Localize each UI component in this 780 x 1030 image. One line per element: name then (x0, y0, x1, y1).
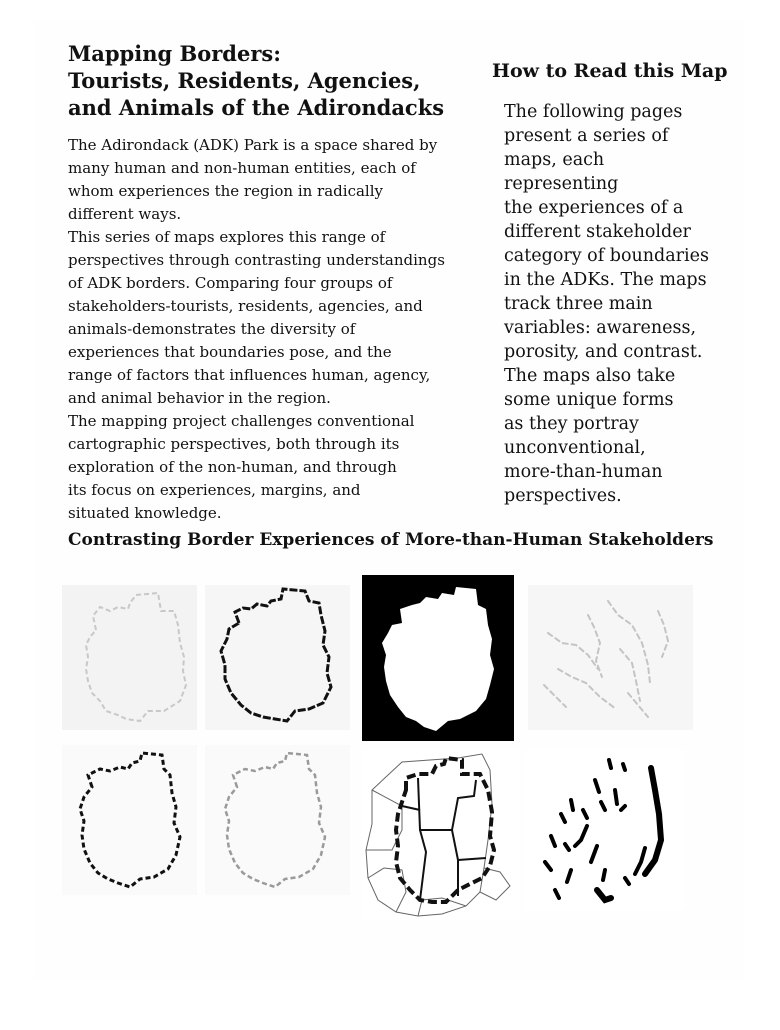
page-title (68, 40, 488, 121)
intro-line: animals-demonstrates the diversity of (68, 320, 356, 338)
gallery-heading: Contrasting Border Experiences of More-than-Human Stakeholders (68, 530, 714, 550)
intro-line: and animal behavior in the region. (68, 389, 331, 407)
intro-paragraph (68, 134, 498, 525)
intro-line: its focus on experiences, margins, and (68, 481, 361, 499)
read-line: the experiences of a (504, 198, 684, 218)
title-line: Mapping Borders: (68, 41, 281, 66)
intro-line: This series of maps explores this range of (68, 228, 386, 246)
intro-line: experiences that boundaries pose, and the (68, 343, 392, 361)
intro-line: different ways. (68, 205, 182, 223)
intro-line: many human and non-human entities, each of (68, 159, 416, 177)
how-to-read-paragraph (504, 100, 744, 508)
read-line: some unique forms (504, 390, 674, 410)
intro-line: whom experiences the region in radically (68, 182, 383, 200)
black-dashed-outline-map (62, 745, 197, 895)
read-line: perspectives. (504, 486, 622, 506)
intro-line: perspectives through contrasting understandings (68, 251, 445, 269)
faint-dashed-outline-map (62, 585, 197, 730)
intro-line: situated knowledge. (68, 504, 222, 522)
read-line: maps, each (504, 150, 605, 170)
read-line: track three main (504, 294, 653, 314)
intro-line: cartographic perspectives, both through its (68, 435, 400, 453)
how-to-read-heading: How to Read this Map (492, 60, 728, 82)
intro-line: The Adirondack (ADK) Park is a space shared by (68, 136, 438, 154)
intro-line: exploration of the non-human, and through (68, 458, 397, 476)
intro-line: of ADK borders. Comparing four groups of (68, 274, 393, 292)
read-line: representing (504, 174, 619, 194)
read-line: variables: awareness, (504, 318, 697, 338)
read-line: The following pages (504, 102, 683, 122)
grey-dashed-outline-map (205, 745, 350, 895)
read-line: porosity, and contrast. (504, 342, 703, 362)
intro-line: The mapping project challenges conventional (68, 412, 415, 430)
inverted-white-shape-map (362, 575, 514, 741)
title-line: and Animals of the Adirondacks (68, 95, 445, 120)
read-line: more-than-human (504, 462, 663, 482)
intro-line: range of factors that influences human, agency, (68, 366, 431, 384)
read-line: as they portray (504, 414, 639, 434)
read-line: The maps also take (504, 366, 676, 386)
read-line: category of boundaries (504, 246, 709, 266)
wildlife-corridors-map (525, 750, 685, 910)
read-line: in the ADKs. The maps (504, 270, 707, 290)
scattered-trails-map (528, 585, 693, 730)
bold-jagged-outline-map (205, 585, 350, 730)
intro-line: stakeholders-tourists, residents, agencies, and (68, 297, 423, 315)
read-line: unconventional, (504, 438, 646, 458)
read-line: different stakeholder (504, 222, 691, 242)
title-line: Tourists, Residents, Agencies, (68, 68, 421, 93)
read-line: present a series of (504, 126, 669, 146)
county-boundaries-map (362, 750, 520, 920)
